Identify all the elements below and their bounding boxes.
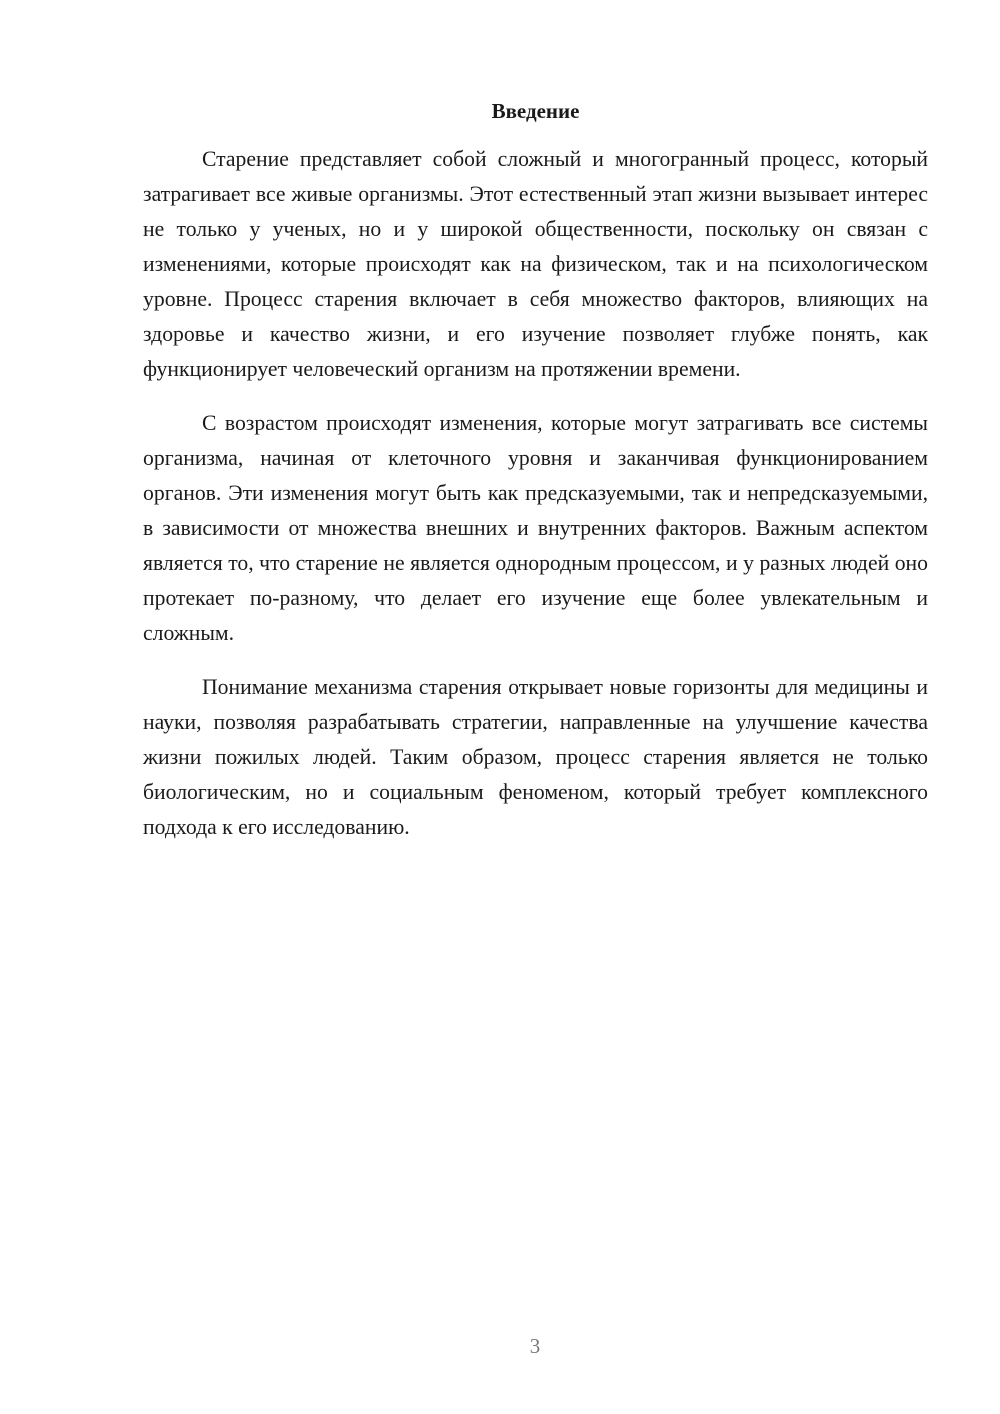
paragraph-1: Старение представляет собой сложный и многогранный процесс, который затрагивает все живые организмы. Этот естественный этап жизни вызывает интерес не только у ученых, но и у широкой общественности, поскольку он связан с изменениями, которые происходят как на физическом, так и на психологическом уровне. Процесс старения включает в себя множество факторов, влияющих на здоровье и качество жизни, и его изучение позволяет глубже понять, как функционирует человеческий организм на протяжении времени. xyxy=(143,147,928,381)
page-number: 3 xyxy=(529,1334,541,1358)
section-heading: Введение xyxy=(491,99,580,123)
paragraph-2: С возрастом происходят изменения, которые могут затрагивать все системы организма, начиная от клеточного уровня и заканчивая функционированием органов. Эти изменения могут быть как предсказуемыми, так и непредсказуемыми, в зависимости от множества внешних и внутренних факторов. Важным аспектом является то, что старение не является однородным процессом, и у разных людей оно протекает по-разному, что делает его изучение еще более увлекательным и сложным. xyxy=(143,411,928,645)
paragraph-3: Понимание механизма старения открывает новые горизонты для медицины и науки, позволяя разрабатывать стратегии, направленные на улучшение качества жизни пожилых людей. Таким образом, процесс старения является не только биологическим, но и социальным феноменом, который требует комплексного подхода к его исследованию. xyxy=(143,675,928,839)
body-text xyxy=(143,142,928,864)
